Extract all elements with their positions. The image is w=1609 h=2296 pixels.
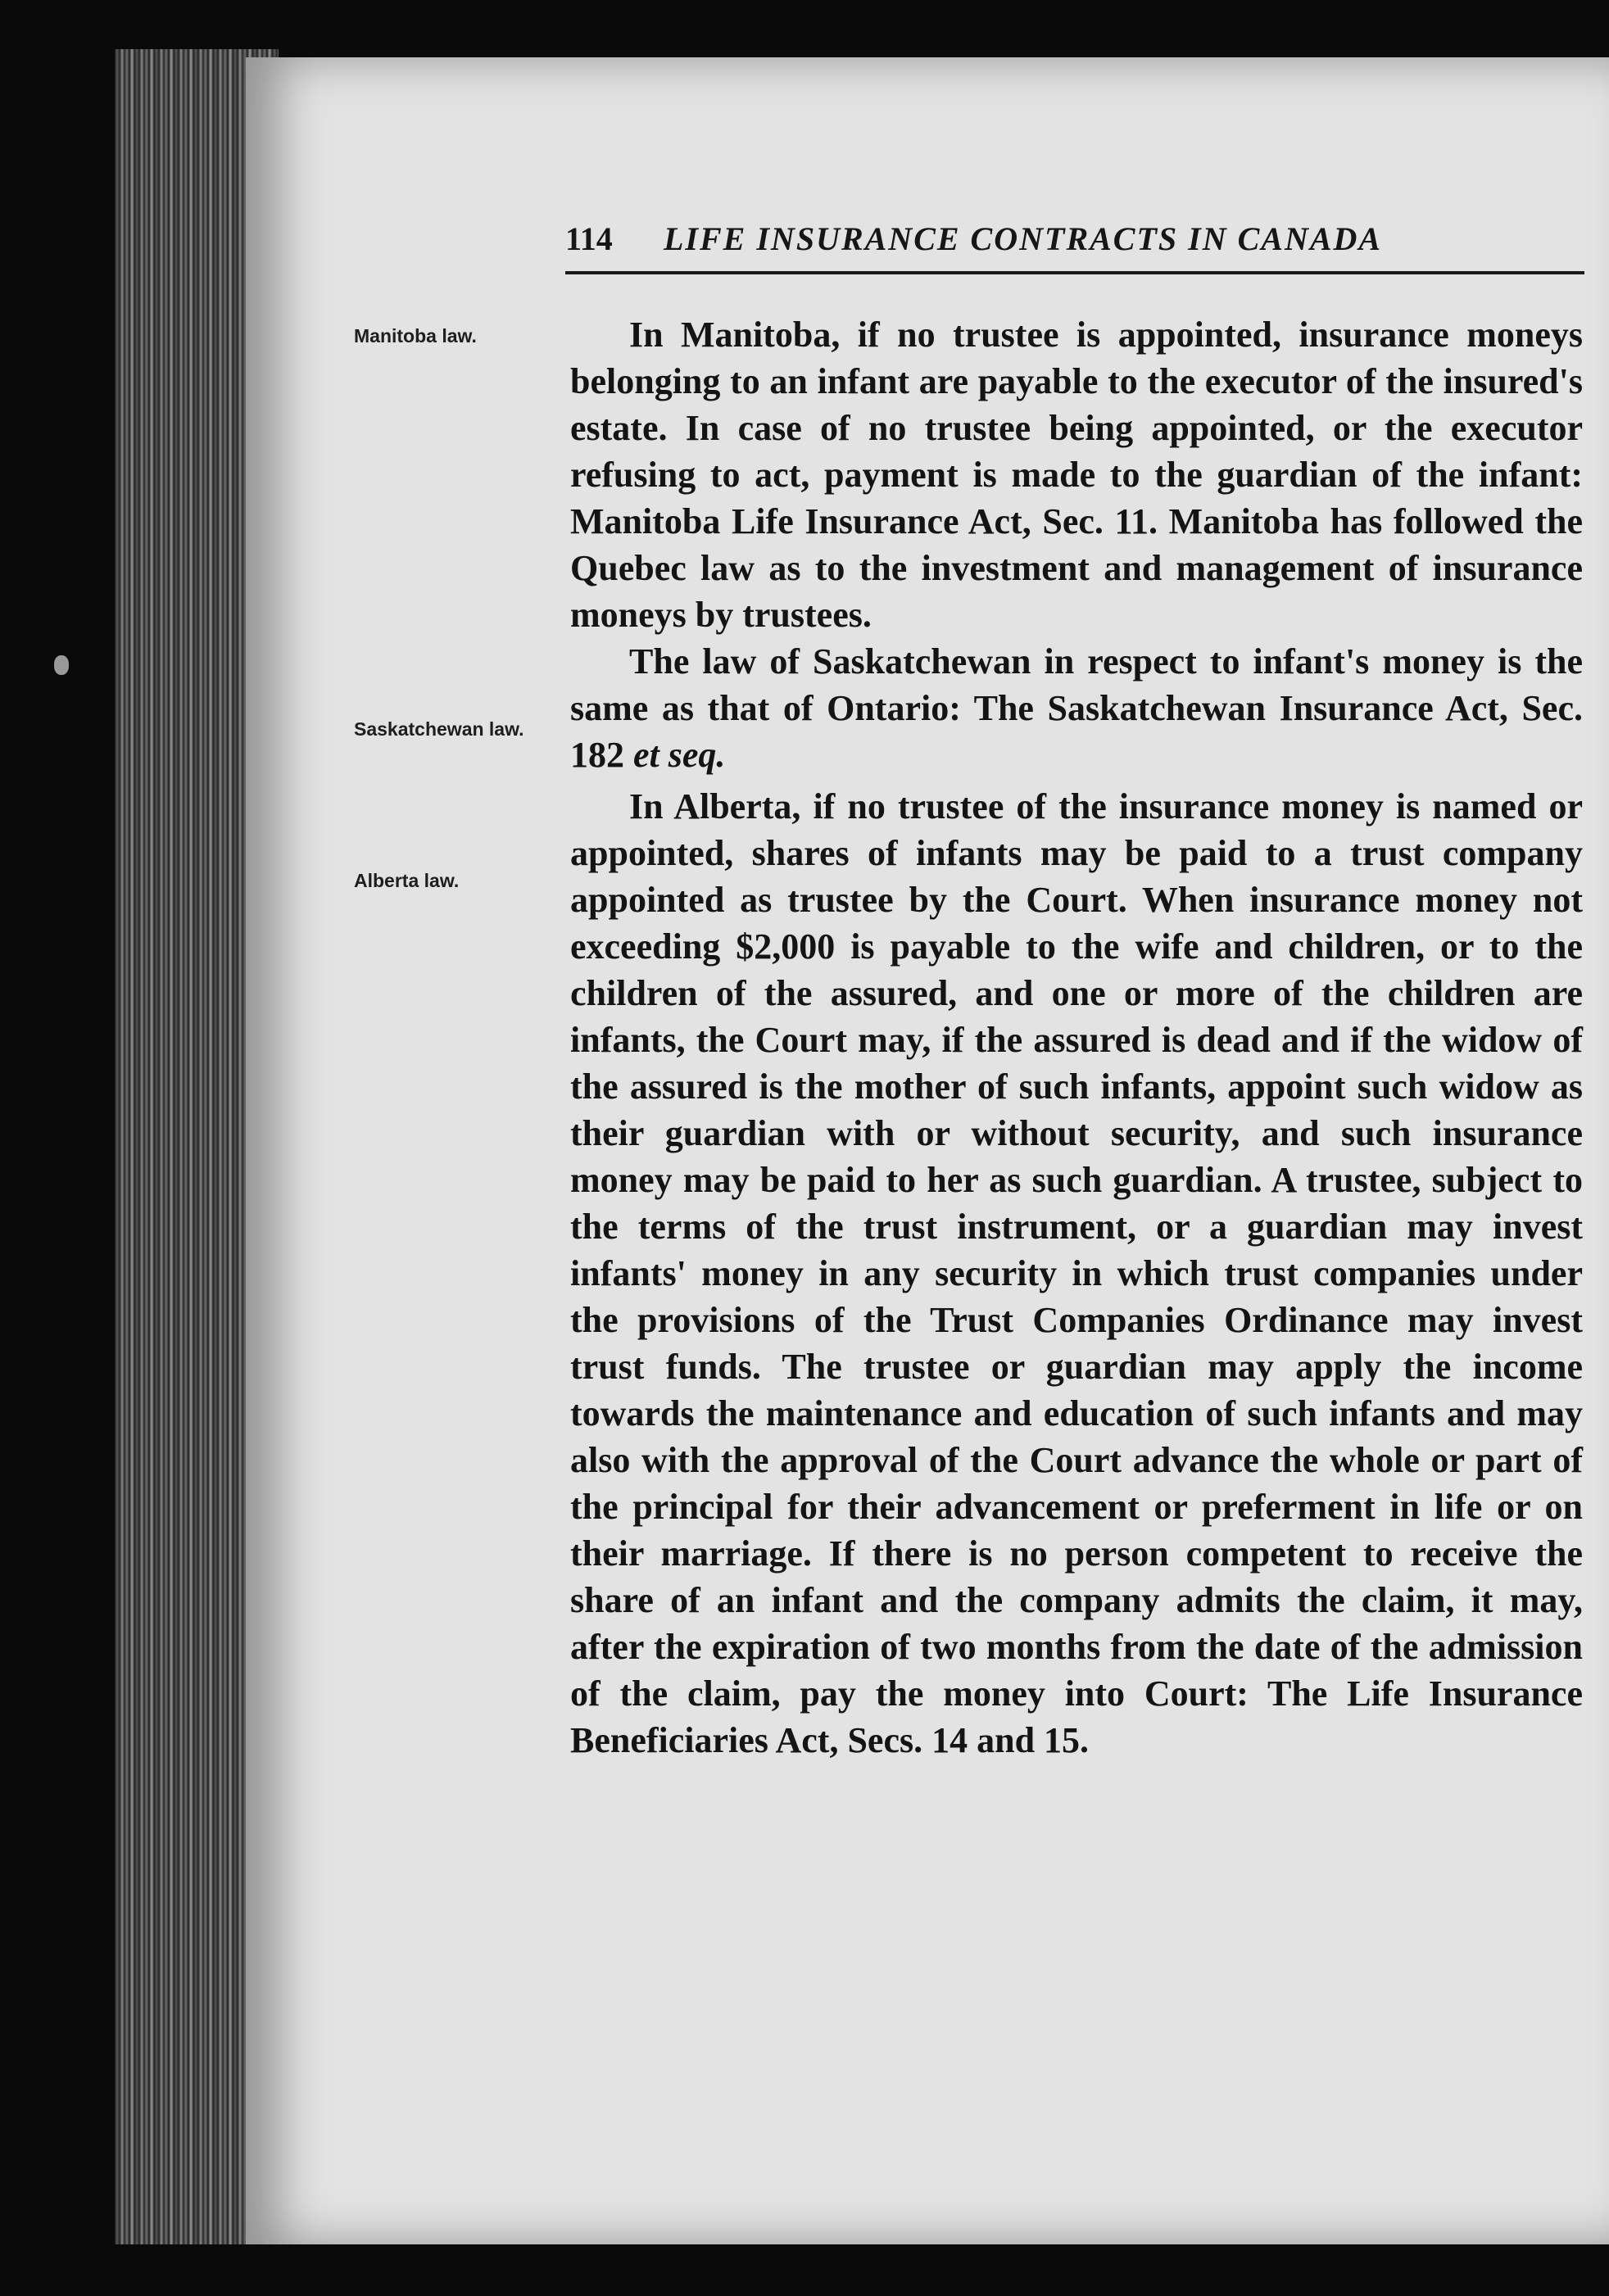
page-number: 114 — [565, 220, 613, 257]
margin-note-alberta: Alberta law. — [354, 870, 460, 891]
running-title: LIFE INSURANCE CONTRACTS IN CANADA — [664, 220, 1383, 257]
header-rule — [565, 271, 1584, 274]
paragraph-saskatchewan-italic: et seq. — [633, 735, 726, 775]
margin-note-manitoba: Manitoba law. — [354, 325, 477, 346]
paragraph-saskatchewan — [570, 638, 1583, 778]
body-text — [570, 311, 1583, 1768]
scan-artifact — [54, 655, 69, 675]
paragraph-alberta: In Alberta, if no trustee of the insurance money is named or appointed, shares of infants may be paid to a trust company appointed as trustee by the Court. When insurance money not exceeding $2,000 is payable to the wife and children, or to the children of the assured, and one or more of the children are infants, the Court may, if the assured is dead and if the widow of the assured is the mother of such infants, appoint such widow as their guardian with or without security, and such insurance money may be paid to her as such guardian. A trustee, subject to the terms of the trust instrument, or a guardian may invest infants' money in any security in which trust companies under the provisions of the Trust Companies Ordinance may invest trust funds. The trustee or guardian may apply the income towards the maintenance and education of such infants and may also with the approval of the Court advance the whole or part of the principal for their advancement or preferment in life or on their marriage. If there is no person competent to receive the share of an infant and the company admits the claim, it may, after the expiration of two months from the date of the admission of the claim, pay the money into Court: The Life Insurance Beneficiaries Act, Secs. 14 and 15. — [570, 786, 1583, 1760]
running-header — [565, 220, 1584, 277]
paragraph-manitoba: In Manitoba, if no trustee is appointed, insurance moneys belonging to an infant are payable to the executor of the insured's estate. In case of no trustee being appointed, or the executor refusing to act, payment is made to the guardian of the infant: Manitoba Life Insurance Act, Sec. 11. Manitoba has followed the Quebec law as to the investment and management of insurance moneys by trustees. — [570, 315, 1583, 635]
paragraph-saskatchewan-text: The law of Saskatchewan in respect to infant's money is the same as that of Ontario: The Saskatchewan Insurance Act, Sec. 182 — [570, 641, 1583, 775]
margin-note-saskatchewan: Saskatchewan law. — [354, 718, 524, 740]
